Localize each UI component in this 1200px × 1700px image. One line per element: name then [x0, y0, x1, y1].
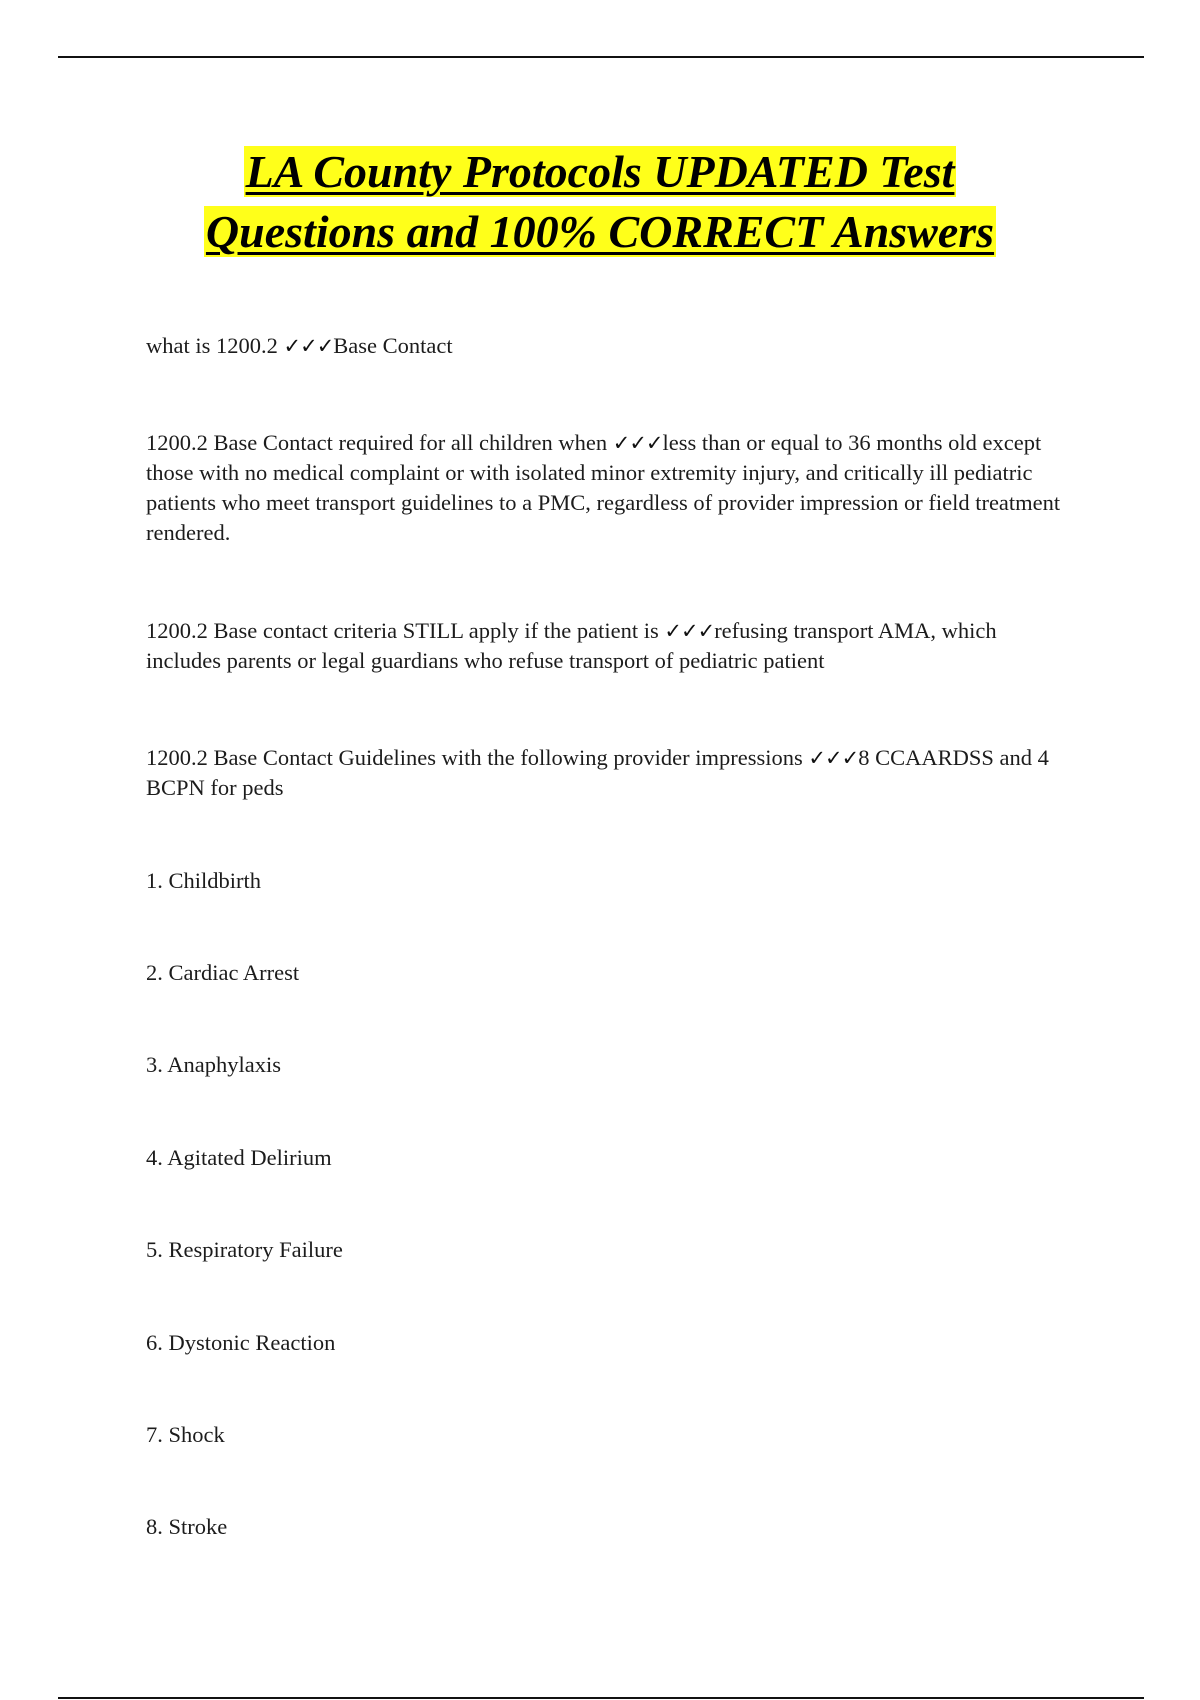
checkmark-icon: ✓✓✓: [664, 619, 715, 643]
qa-item: [146, 331, 1076, 361]
answer-text: refusing transport AMA, which includes parents or legal guardians who refuse transport of pediatric patient: [146, 618, 997, 673]
list-item: 8. Stroke: [146, 1514, 228, 1539]
list-item: 2. Cardiac Arrest: [146, 960, 300, 985]
document-title: [0, 142, 1200, 262]
list-item: 7. Shock: [146, 1422, 225, 1447]
list-item: 6. Dystonic Reaction: [146, 1330, 336, 1355]
title-line-1: LA County Protocols UPDATED Test: [245, 146, 955, 197]
checkmark-icon: ✓✓✓: [612, 431, 663, 455]
top-rule: [58, 56, 1144, 58]
question-text: 1200.2 Base Contact Guidelines with the following provider impressions: [146, 745, 809, 770]
checkmark-icon: ✓✓✓: [808, 746, 859, 770]
bottom-rule: [58, 1697, 1144, 1699]
question-text: 1200.2 Base Contact required for all children when: [146, 430, 613, 455]
checkmark-icon: ✓✓✓: [283, 334, 334, 358]
list-item: 3. Anaphylaxis: [146, 1052, 281, 1077]
list-item: 1. Childbirth: [146, 868, 262, 893]
title-line-2: Questions and 100% CORRECT Answers: [205, 206, 995, 257]
list-item: 4. Agitated Delirium: [146, 1145, 332, 1170]
answer-text: Base Contact: [333, 333, 453, 358]
answer-text: less than or equal to 36 months old except those with no medical complaint or with isolated minor extremity injury, and critically ill pediatric patients who meet transport guidelines to a PMC, regardless of provider impression or field treatment rendered.: [146, 430, 1061, 545]
qa-item: [146, 743, 1076, 803]
answer-text: 8 CCAARDSS and 4 BCPN for peds: [146, 745, 1049, 800]
list-item: 5. Respiratory Failure: [146, 1237, 343, 1262]
qa-item: [146, 428, 1076, 548]
qa-item: [146, 616, 1076, 676]
question-text: 1200.2 Base contact criteria STILL apply if the patient is: [146, 618, 665, 643]
question-text: what is 1200.2: [146, 333, 284, 358]
